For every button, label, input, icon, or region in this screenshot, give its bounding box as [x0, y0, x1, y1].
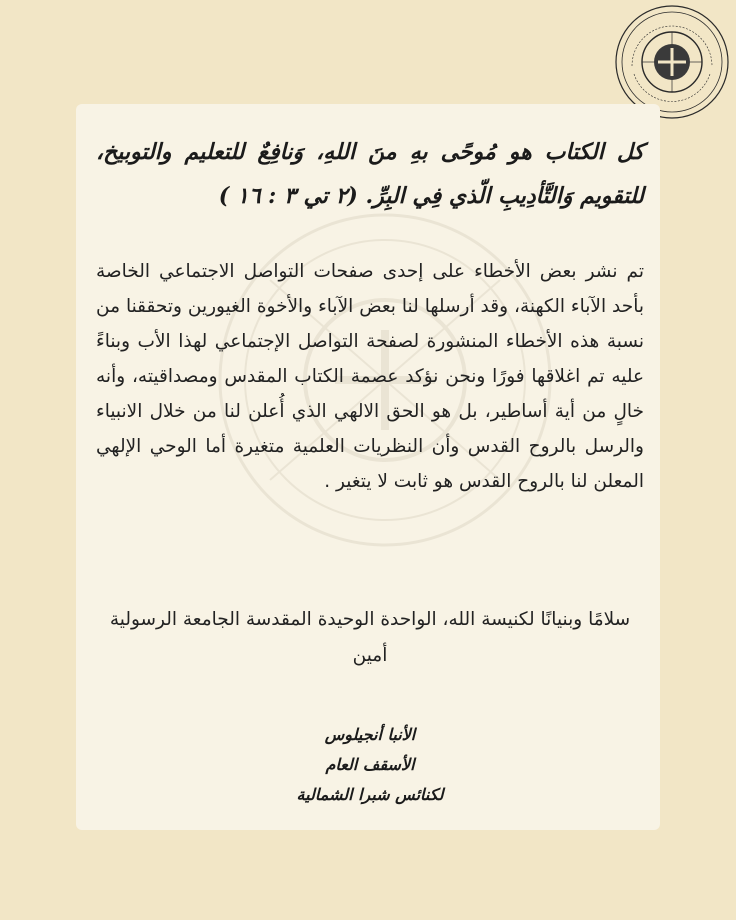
- statement-closing: سلامًا وبنيانًا لكنيسة الله، الواحدة الوحيدة المقدسة الجامعة الرسولية أمين: [109, 609, 631, 666]
- signature-block: [230, 720, 510, 810]
- patriarchate-seal-logo: [614, 4, 730, 120]
- signature-diocese: لكنائس شبرا الشمالية: [296, 785, 444, 804]
- statement-body: تم نشر بعض الأخطاء على إحدى صفحات التواصل الاجتماعي الخاصة بأحد الآباء الكهنة، وقد أرسلها لنا بعض الآباء والأخوة الغيورين وتحققنا من نسبة هذه الأخطاء المنشورة لصفحة التواصل الإجتماعي لهذا الأب وبناءً عليه تم اغلاقها فورًا ونحن نؤكد عصمة الكتاب المقدس ومصداقيته، وأنه خالٍ من أية أساطير، بل هو الحق الالهي الذي أُعلن لنا من خلال الانبياء والرسل بالروح القدس وأن النظريات العلمية متغيرة أما الوحي الإلهي المعلن لنا بالروح القدس هو ثابت لا يتغير .: [96, 261, 644, 492]
- scripture-verse: كل الكتاب هو مُوحًى بهِ منَ اللهِ، وَنافِعٌ للتعليم والتوبيخ، للتقويم وَالتَّأدِيبِ الّذي فِي البِرِّ. (٢ تي ٣ : ١٦ ): [96, 139, 644, 209]
- signature-name: الأنبا أنجيلوس: [324, 725, 416, 744]
- signature-title: الأسقف العام: [325, 755, 415, 774]
